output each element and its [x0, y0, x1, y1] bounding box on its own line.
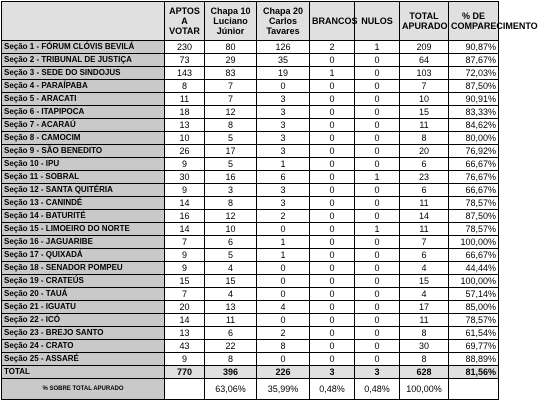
- total-brancos: 3: [310, 366, 355, 379]
- chapa-10-cell: 8: [205, 119, 257, 132]
- section-name: Seção 23 - BREJO SANTO: [2, 327, 165, 340]
- table-row: [2, 197, 499, 210]
- section-name: Seção 19 - CRATEÚS: [2, 275, 165, 288]
- brancos-cell: 0: [310, 93, 355, 106]
- chapa-20-cell: 6: [257, 171, 310, 184]
- table-row: [2, 275, 499, 288]
- nulos-cell: 1: [355, 223, 400, 236]
- chapa-20-cell: 8: [257, 340, 310, 353]
- table-row: [2, 249, 499, 262]
- brancos-cell: 0: [310, 327, 355, 340]
- comparecimento-cell: 78,57%: [449, 223, 499, 236]
- header-comparecimento: % DE COMPARECIMENTO: [449, 2, 499, 41]
- section-name: Seção 15 - LIMOEIRO DO NORTE: [2, 223, 165, 236]
- brancos-cell: 2: [310, 41, 355, 54]
- chapa-10-cell: 83: [205, 67, 257, 80]
- total-apurado-cell: 20: [400, 145, 449, 158]
- aptos-cell: 9: [165, 249, 205, 262]
- total-apurado-cell: 103: [400, 67, 449, 80]
- chapa-10-cell: 5: [205, 158, 257, 171]
- total-apurado-cell: 4: [400, 288, 449, 301]
- section-name: Seção 16 - JAGUARIBE: [2, 236, 165, 249]
- chapa-20-cell: 2: [257, 327, 310, 340]
- aptos-cell: 16: [165, 210, 205, 223]
- comparecimento-cell: 100,00%: [449, 236, 499, 249]
- nulos-cell: 1: [355, 171, 400, 184]
- comparecimento-cell: 84,62%: [449, 119, 499, 132]
- nulos-cell: 0: [355, 197, 400, 210]
- brancos-cell: 0: [310, 106, 355, 119]
- chapa-10-cell: 8: [205, 353, 257, 366]
- comparecimento-cell: 78,57%: [449, 314, 499, 327]
- brancos-cell: 0: [310, 145, 355, 158]
- section-name: Seção 22 - ICÓ: [2, 314, 165, 327]
- aptos-cell: 73: [165, 54, 205, 67]
- aptos-cell: 11: [165, 93, 205, 106]
- total-row: [2, 366, 499, 379]
- chapa-20-cell: 2: [257, 210, 310, 223]
- aptos-cell: 9: [165, 184, 205, 197]
- brancos-cell: 0: [310, 236, 355, 249]
- table-row: [2, 106, 499, 119]
- total-apurado-cell: 8: [400, 327, 449, 340]
- comparecimento-cell: 76,67%: [449, 171, 499, 184]
- chapa-20-cell: 0: [257, 314, 310, 327]
- table-row: [2, 119, 499, 132]
- header-chapa-20: Chapa 20 Carlos Tavares: [257, 2, 310, 41]
- chapa-10-cell: 22: [205, 340, 257, 353]
- chapa-10-cell: 15: [205, 275, 257, 288]
- chapa-10-cell: 6: [205, 236, 257, 249]
- comparecimento-cell: 90,91%: [449, 93, 499, 106]
- aptos-cell: 7: [165, 236, 205, 249]
- chapa-10-cell: 3: [205, 184, 257, 197]
- chapa-10-cell: 7: [205, 80, 257, 93]
- total-apurado-cell: 11: [400, 314, 449, 327]
- section-name: Seção 3 - SEDE DO SINDOJUS: [2, 67, 165, 80]
- comparecimento-cell: 90,87%: [449, 41, 499, 54]
- brancos-cell: 0: [310, 119, 355, 132]
- aptos-cell: 13: [165, 119, 205, 132]
- nulos-cell: 0: [355, 184, 400, 197]
- aptos-cell: 18: [165, 106, 205, 119]
- section-name: Seção 24 - CRATO: [2, 340, 165, 353]
- nulos-cell: 0: [355, 288, 400, 301]
- nulos-cell: 0: [355, 275, 400, 288]
- total-label: TOTAL: [2, 366, 165, 379]
- brancos-cell: 0: [310, 353, 355, 366]
- section-name: Seção 21 - IGUATU: [2, 301, 165, 314]
- total-nulos: 3: [355, 366, 400, 379]
- section-name: Seção 5 - ARACATI: [2, 93, 165, 106]
- table-row: [2, 80, 499, 93]
- chapa-20-cell: 0: [257, 262, 310, 275]
- total-apurado-cell: 6: [400, 249, 449, 262]
- chapa-10-cell: 5: [205, 132, 257, 145]
- brancos-cell: 0: [310, 197, 355, 210]
- table-row: [2, 93, 499, 106]
- comparecimento-cell: 57,14%: [449, 288, 499, 301]
- section-name: Seção 13 - CANINDÉ: [2, 197, 165, 210]
- chapa-20-cell: 3: [257, 93, 310, 106]
- aptos-cell: 9: [165, 158, 205, 171]
- corner-cell: [2, 2, 165, 41]
- brancos-cell: 0: [310, 249, 355, 262]
- table-row: [2, 41, 499, 54]
- section-name: Seção 1 - FÓRUM CLÓVIS BEVILÁ: [2, 41, 165, 54]
- comparecimento-cell: 78,57%: [449, 197, 499, 210]
- brancos-cell: 0: [310, 210, 355, 223]
- table-row: [2, 132, 499, 145]
- chapa-10-cell: 7: [205, 93, 257, 106]
- comparecimento-cell: 83,33%: [449, 106, 499, 119]
- section-name: Seção 25 - ASSARÉ: [2, 353, 165, 366]
- nulos-cell: 0: [355, 67, 400, 80]
- nulos-cell: 0: [355, 54, 400, 67]
- table-row: [2, 301, 499, 314]
- aptos-cell: 20: [165, 301, 205, 314]
- total-apurado-cell: 8: [400, 132, 449, 145]
- chapa-20-cell: 3: [257, 184, 310, 197]
- comparecimento-cell: 87,50%: [449, 80, 499, 93]
- comparecimento-cell: 61,54%: [449, 327, 499, 340]
- aptos-cell: 143: [165, 67, 205, 80]
- chapa-20-cell: 0: [257, 223, 310, 236]
- total-apurado-cell: 23: [400, 171, 449, 184]
- table-row: [2, 353, 499, 366]
- nulos-cell: 0: [355, 353, 400, 366]
- chapa-20-cell: 0: [257, 275, 310, 288]
- total-aptos: 770: [165, 366, 205, 379]
- chapa-20-cell: 3: [257, 132, 310, 145]
- brancos-cell: 0: [310, 288, 355, 301]
- nulos-cell: 0: [355, 340, 400, 353]
- section-name: Seção 8 - CAMOCIM: [2, 132, 165, 145]
- comparecimento-cell: 66,67%: [449, 184, 499, 197]
- nulos-cell: 0: [355, 249, 400, 262]
- chapa-20-cell: 1: [257, 249, 310, 262]
- total-apurado-cell: 15: [400, 106, 449, 119]
- table-row: [2, 314, 499, 327]
- table-row: [2, 171, 499, 184]
- total-apurado-cell: 7: [400, 80, 449, 93]
- table-row: [2, 54, 499, 67]
- section-name: Seção 6 - ITAPIPOCA: [2, 106, 165, 119]
- chapa-10-cell: 4: [205, 288, 257, 301]
- section-name: Seção 11 - SOBRAL: [2, 171, 165, 184]
- nulos-cell: 0: [355, 80, 400, 93]
- share-brancos: 0,48%: [310, 379, 355, 400]
- chapa-10-cell: 12: [205, 106, 257, 119]
- brancos-cell: 0: [310, 340, 355, 353]
- brancos-cell: 1: [310, 67, 355, 80]
- share-chapa-20: 35,99%: [257, 379, 310, 400]
- brancos-cell: 0: [310, 275, 355, 288]
- table-row: [2, 288, 499, 301]
- brancos-cell: 0: [310, 158, 355, 171]
- table-row: [2, 184, 499, 197]
- comparecimento-cell: 100,00%: [449, 275, 499, 288]
- nulos-cell: 0: [355, 262, 400, 275]
- chapa-20-cell: 35: [257, 54, 310, 67]
- table-row: [2, 67, 499, 80]
- nulos-cell: 0: [355, 132, 400, 145]
- share-chapa-10: 63,06%: [205, 379, 257, 400]
- comparecimento-cell: 87,67%: [449, 54, 499, 67]
- comparecimento-cell: 76,92%: [449, 145, 499, 158]
- total-chapa-20: 226: [257, 366, 310, 379]
- share-aptos-empty: [165, 379, 205, 400]
- aptos-cell: 13: [165, 327, 205, 340]
- aptos-cell: 15: [165, 275, 205, 288]
- share-nulos: 0,48%: [355, 379, 400, 400]
- aptos-cell: 26: [165, 145, 205, 158]
- total-comparecimento: 81,56%: [449, 366, 499, 379]
- brancos-cell: 0: [310, 54, 355, 67]
- chapa-20-cell: 126: [257, 41, 310, 54]
- share-pct-empty: [449, 379, 499, 400]
- brancos-cell: 0: [310, 223, 355, 236]
- chapa-20-cell: 0: [257, 80, 310, 93]
- total-apurado-cell: 10: [400, 93, 449, 106]
- table-row: [2, 210, 499, 223]
- brancos-cell: 0: [310, 184, 355, 197]
- brancos-cell: 0: [310, 132, 355, 145]
- section-name: Seção 9 - SÃO BENEDITO: [2, 145, 165, 158]
- chapa-20-cell: 3: [257, 119, 310, 132]
- total-apurado-cell: 209: [400, 41, 449, 54]
- brancos-cell: 0: [310, 314, 355, 327]
- nulos-cell: 0: [355, 93, 400, 106]
- table-row: [2, 327, 499, 340]
- table-row: [2, 145, 499, 158]
- total-apurado-cell: 8: [400, 353, 449, 366]
- nulos-cell: 0: [355, 210, 400, 223]
- chapa-20-cell: 0: [257, 288, 310, 301]
- aptos-cell: 9: [165, 262, 205, 275]
- results-table: [1, 1, 538, 400]
- chapa-10-cell: 17: [205, 145, 257, 158]
- table-row: [2, 262, 499, 275]
- total-chapa-10: 396: [205, 366, 257, 379]
- total-apurado: 628: [400, 366, 449, 379]
- header-aptos: APTOS A VOTAR: [165, 2, 205, 41]
- total-apurado-cell: 7: [400, 236, 449, 249]
- section-name: Seção 10 - IPU: [2, 158, 165, 171]
- total-apurado-cell: 4: [400, 262, 449, 275]
- chapa-10-cell: 13: [205, 301, 257, 314]
- chapa-10-cell: 80: [205, 41, 257, 54]
- chapa-10-cell: 4: [205, 262, 257, 275]
- nulos-cell: 0: [355, 236, 400, 249]
- aptos-cell: 30: [165, 171, 205, 184]
- chapa-10-cell: 6: [205, 327, 257, 340]
- comparecimento-cell: 80,00%: [449, 132, 499, 145]
- chapa-20-cell: 1: [257, 236, 310, 249]
- comparecimento-cell: 85,00%: [449, 301, 499, 314]
- share-row: [2, 379, 499, 400]
- nulos-cell: 0: [355, 119, 400, 132]
- section-name: Seção 17 - QUIXADÁ: [2, 249, 165, 262]
- header-chapa-10: Chapa 10 Luciano Júnior: [205, 2, 257, 41]
- comparecimento-cell: 87,50%: [449, 210, 499, 223]
- brancos-cell: 0: [310, 301, 355, 314]
- table-row: [2, 340, 499, 353]
- share-total: 100,00%: [400, 379, 449, 400]
- nulos-cell: 0: [355, 314, 400, 327]
- table-body: [2, 41, 499, 366]
- chapa-10-cell: 10: [205, 223, 257, 236]
- comparecimento-cell: 88,89%: [449, 353, 499, 366]
- table-row: [2, 236, 499, 249]
- nulos-cell: 0: [355, 301, 400, 314]
- header-brancos: BRANCOS: [310, 2, 355, 41]
- section-name: Seção 7 - ACARAÚ: [2, 119, 165, 132]
- section-name: Seção 12 - SANTA QUITÉRIA: [2, 184, 165, 197]
- total-apurado-cell: 11: [400, 119, 449, 132]
- nulos-cell: 0: [355, 106, 400, 119]
- table-row: [2, 223, 499, 236]
- comparecimento-cell: 69,77%: [449, 340, 499, 353]
- chapa-20-cell: 3: [257, 106, 310, 119]
- comparecimento-cell: 66,67%: [449, 249, 499, 262]
- aptos-cell: 7: [165, 288, 205, 301]
- aptos-cell: 10: [165, 132, 205, 145]
- aptos-cell: 14: [165, 223, 205, 236]
- chapa-20-cell: 19: [257, 67, 310, 80]
- header-total-apurado: TOTAL APURADO: [400, 2, 449, 41]
- nulos-cell: 0: [355, 327, 400, 340]
- brancos-cell: 0: [310, 80, 355, 93]
- comparecimento-cell: 66,67%: [449, 158, 499, 171]
- section-name: Seção 18 - SENADOR POMPEU: [2, 262, 165, 275]
- chapa-10-cell: 8: [205, 197, 257, 210]
- nulos-cell: 1: [355, 41, 400, 54]
- comparecimento-cell: 72,03%: [449, 67, 499, 80]
- chapa-20-cell: 1: [257, 158, 310, 171]
- chapa-10-cell: 11: [205, 314, 257, 327]
- aptos-cell: 14: [165, 314, 205, 327]
- nulos-cell: 0: [355, 158, 400, 171]
- total-apurado-cell: 30: [400, 340, 449, 353]
- section-name: Seção 2 - TRIBUNAL DE JUSTIÇA: [2, 54, 165, 67]
- aptos-cell: 43: [165, 340, 205, 353]
- aptos-cell: 230: [165, 41, 205, 54]
- aptos-cell: 14: [165, 197, 205, 210]
- section-name: Seção 20 - TAUÁ: [2, 288, 165, 301]
- comparecimento-cell: 44,44%: [449, 262, 499, 275]
- aptos-cell: 8: [165, 80, 205, 93]
- total-apurado-cell: 64: [400, 54, 449, 67]
- table-row: [2, 158, 499, 171]
- section-name: Seção 4 - PARAÍPABA: [2, 80, 165, 93]
- total-apurado-cell: 15: [400, 275, 449, 288]
- chapa-20-cell: 3: [257, 197, 310, 210]
- chapa-10-cell: 5: [205, 249, 257, 262]
- chapa-10-cell: 16: [205, 171, 257, 184]
- nulos-cell: 0: [355, 145, 400, 158]
- total-apurado-cell: 14: [400, 210, 449, 223]
- brancos-cell: 0: [310, 171, 355, 184]
- brancos-cell: 0: [310, 262, 355, 275]
- total-apurado-cell: 17: [400, 301, 449, 314]
- chapa-20-cell: 3: [257, 145, 310, 158]
- chapa-10-cell: 29: [205, 54, 257, 67]
- share-label: % SOBRE TOTAL APURADO: [2, 379, 165, 400]
- section-name: Seção 14 - BATURITÉ: [2, 210, 165, 223]
- header-row: [2, 2, 499, 41]
- aptos-cell: 9: [165, 353, 205, 366]
- chapa-20-cell: 4: [257, 301, 310, 314]
- total-apurado-cell: 11: [400, 197, 449, 210]
- chapa-10-cell: 12: [205, 210, 257, 223]
- total-apurado-cell: 6: [400, 158, 449, 171]
- header-nulos: NULOS: [355, 2, 400, 41]
- total-apurado-cell: 6: [400, 184, 449, 197]
- total-apurado-cell: 11: [400, 223, 449, 236]
- chapa-20-cell: 0: [257, 353, 310, 366]
